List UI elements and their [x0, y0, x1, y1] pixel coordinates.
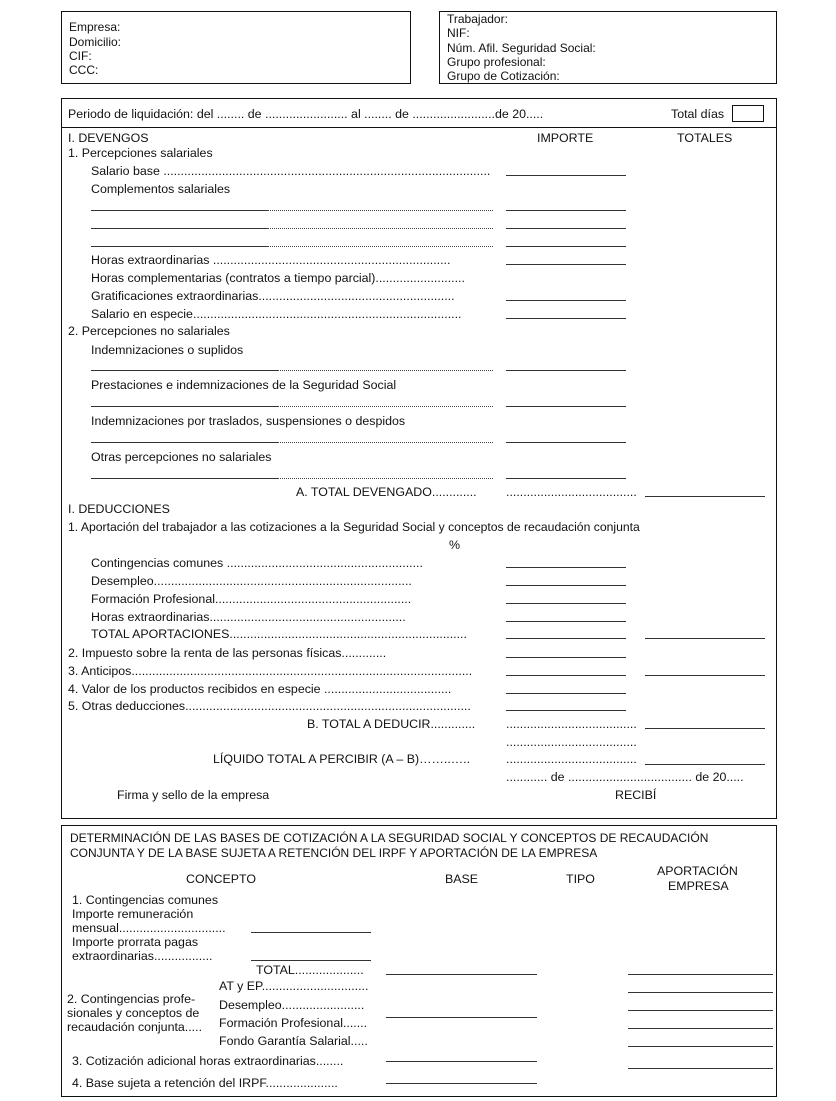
otras-dots: [278, 478, 493, 479]
tipo-header: TIPO: [566, 872, 595, 886]
percepciones-salariales: 1. Percepciones salariales: [68, 146, 213, 160]
at-ep: AT y EP...............................: [219, 979, 369, 993]
salario-especie: Salario en especie..............................................................................: [91, 307, 462, 321]
irpf-line[interactable]: [506, 657, 626, 658]
indemnizaciones-line[interactable]: [91, 370, 278, 371]
otras-importe[interactable]: [506, 478, 626, 479]
formacion-aport-line[interactable]: [628, 1028, 773, 1029]
complemento-1-dots: [267, 210, 493, 211]
ccc-label: CCC:: [69, 63, 99, 77]
productos-especie: 4. Valor de los productos recibidos en especie .....................................: [68, 682, 452, 696]
total-dias-input[interactable]: [732, 105, 764, 122]
total-deducir-dots: ......................................: [506, 717, 637, 731]
importe-prorrata-line[interactable]: [251, 960, 371, 961]
empresa-label: Empresa:: [69, 20, 121, 34]
salario-base: Salario base ...............................................................................................: [91, 164, 491, 178]
percepciones-no-salariales: 2. Percepciones no salariales: [68, 324, 230, 338]
gratificaciones: Gratificaciones extraordinarias.........................................................: [91, 289, 455, 303]
horas-extraordinarias-line[interactable]: [506, 264, 626, 265]
complemento-1-line[interactable]: [91, 210, 267, 211]
horas-extraordinarias: Horas extraordinarias .....................................................................: [91, 253, 451, 267]
trabajador-label: Trabajador:: [447, 12, 508, 26]
grupo-cotizacion-label: Grupo de Cotización:: [447, 69, 560, 83]
cotizacion-adicional-base-line[interactable]: [386, 1061, 537, 1062]
fogasa-aport-line[interactable]: [628, 1046, 773, 1047]
contingencias-comunes: Contingencias comunes .........................................................: [91, 556, 423, 570]
fondo-garantia: Fondo Garantía Salarial.....: [219, 1034, 368, 1048]
deducciones-header: I. DEDUCCIONES: [68, 502, 170, 516]
salario-especie-line[interactable]: [506, 318, 626, 319]
recibi: RECIBÍ: [615, 788, 657, 802]
total-aportaciones: TOTAL APORTACIONES.....................................................................: [91, 627, 467, 641]
indemnizaciones-suplidos: Indemnizaciones o suplidos: [91, 343, 244, 357]
traslados-dots: [278, 442, 493, 443]
total-devengado-line[interactable]: [645, 496, 765, 497]
complemento-2-importe[interactable]: [506, 228, 626, 229]
bases-title-1: DETERMINACIÓN DE LAS BASES DE COTIZACIÓN A LA SEGURIDAD SOCIAL Y CONCEPTOS DE RECAUDACIÓN: [70, 831, 709, 845]
complemento-2-dots: [267, 228, 493, 229]
indemnizaciones-importe[interactable]: [506, 370, 626, 371]
total-devengado-dots: ......................................: [506, 485, 637, 499]
complemento-3-importe[interactable]: [506, 246, 626, 247]
bases-total-base-line[interactable]: [386, 974, 537, 975]
contingencias-profesionales-3: recaudación conjunta.....: [67, 1020, 203, 1034]
desempleo-aport-line[interactable]: [628, 1010, 773, 1011]
fecha-line[interactable]: ............ de .................................... de 20.....: [506, 770, 744, 784]
formacion-profesional: Formación Profesional.........................................................: [91, 592, 412, 606]
complemento-1-importe[interactable]: [506, 210, 626, 211]
liquido-line[interactable]: [645, 764, 765, 765]
devengos-header: I. DEVENGOS: [68, 131, 149, 145]
anticipos: 3. Anticipos...................................................................................................: [68, 664, 473, 678]
irpf: 2. Impuesto sobre la renta de las personas físicas.............: [68, 646, 387, 660]
prestaciones-ss: Prestaciones e indemnizaciones de la Seguridad Social: [91, 378, 397, 392]
desempleo-line[interactable]: [506, 585, 626, 586]
importe-remuneracion: Importe remuneración: [72, 907, 194, 921]
horas-complementarias: Horas complementarias (contratos a tiempo parcial)..........................: [91, 271, 465, 285]
period-text: Periodo de liquidación: del ........ de ........................ al ........ de ........................de 20.....: [68, 107, 544, 121]
bases-total-aport-line[interactable]: [628, 974, 773, 975]
otras-deducciones-line[interactable]: [506, 710, 626, 711]
anticipos-line[interactable]: [506, 675, 626, 676]
indemnizaciones-dots: [278, 370, 493, 371]
firma-sello: Firma y sello de la empresa: [117, 788, 270, 802]
anticipos-total[interactable]: [645, 675, 765, 676]
horas-ded-line[interactable]: [506, 621, 626, 622]
liquido-total: LÍQUIDO TOTAL A PERCIBIR (A – B)……..…..: [213, 752, 471, 766]
period-divider: [62, 127, 776, 128]
extra-dots: ......................................: [506, 735, 637, 749]
importe-prorrata: Importe prorrata pagas: [72, 935, 199, 949]
bases-total: TOTAL....................: [256, 963, 364, 977]
aportacion-trabajador: 1. Aportación del trabajador a las cotizaciones a la Seguridad Social y conceptos de recaudación conjunta: [68, 520, 640, 534]
contingencias-comunes-line[interactable]: [506, 567, 626, 568]
horas-extraordinarias-ded: Horas extraordinarias.........................................................: [91, 610, 406, 624]
indemnizaciones-traslados: Indemnizaciones por traslados, suspensiones o despidos: [91, 414, 406, 428]
at-ep-aport-line[interactable]: [628, 992, 773, 993]
traslados-importe[interactable]: [506, 442, 626, 443]
importe-header: IMPORTE: [537, 131, 594, 145]
bases-contingencias-comunes: 1. Contingencias comunes: [72, 893, 219, 907]
empresa-header: EMPRESA: [668, 879, 729, 893]
prestaciones-line[interactable]: [91, 406, 278, 407]
num-afil-label: Núm. Afil. Seguridad Social:: [447, 41, 596, 55]
domicilio-label: Domicilio:: [69, 35, 122, 49]
contingencias-profesionales-1: 2. Contingencias profe-: [67, 992, 196, 1006]
complemento-3-line[interactable]: [91, 246, 267, 247]
cotizacion-adicional: 3. Cotización adicional horas extraordinarias........: [72, 1054, 344, 1068]
importe-prorrata-extra: extraordinarias.................: [72, 949, 213, 963]
nif-label: NIF:: [447, 26, 470, 40]
otras-percepciones: Otras percepciones no salariales: [91, 450, 272, 464]
prestaciones-dots: [278, 406, 493, 407]
total-deducir: B. TOTAL A DEDUCIR.............: [307, 717, 476, 731]
complemento-3-dots: [267, 246, 493, 247]
importe-remuneracion-line[interactable]: [251, 932, 371, 933]
base-header: BASE: [445, 872, 479, 886]
otras-deducciones: 5. Otras deducciones...................................................................................: [68, 699, 471, 713]
total-aportaciones-total[interactable]: [645, 638, 765, 639]
bases-formacion: Formación Profesional.......: [219, 1016, 368, 1030]
complementos-salariales: Complementos salariales: [91, 182, 231, 196]
otras-line[interactable]: [91, 478, 278, 479]
formacion-line[interactable]: [506, 603, 626, 604]
concepto-header: CONCEPTO: [186, 872, 256, 886]
cif-label: CIF:: [69, 49, 92, 63]
contingencias-prof-base-line[interactable]: [386, 1017, 537, 1018]
bases-desempleo: Desempleo........................: [219, 998, 365, 1012]
total-deducir-line[interactable]: [645, 728, 765, 729]
liquido-dots: ......................................: [506, 752, 637, 766]
productos-especie-line[interactable]: [506, 693, 626, 694]
salario-base-line[interactable]: [506, 175, 626, 176]
importe-remuneracion-mensual: mensual...............................: [72, 921, 226, 935]
prestaciones-importe[interactable]: [506, 406, 626, 407]
complemento-2-line[interactable]: [91, 228, 267, 229]
total-aportaciones-line[interactable]: [506, 638, 626, 639]
total-dias-label: Total días: [671, 107, 725, 121]
grupo-profesional-label: Grupo profesional:: [447, 55, 546, 69]
total-devengado: A. TOTAL DEVENGADO.............: [296, 485, 477, 499]
gratificaciones-line[interactable]: [506, 300, 626, 301]
cotizacion-adicional-aport-line[interactable]: [628, 1068, 773, 1069]
aportacion-header: APORTACIÓN: [657, 864, 738, 878]
desempleo: Desempleo...........................................................................: [91, 574, 412, 588]
totales-header: TOTALES: [677, 131, 733, 145]
bases-title-2: CONJUNTA Y DE LA BASE SUJETA A RETENCIÓN DEL IRPF Y APORTACIÓN DE LA EMPRESA: [70, 846, 598, 860]
contingencias-profesionales-2: sionales y conceptos de: [67, 1006, 200, 1020]
base-irpf: 4. Base sujeta a retención del IRPF.....................: [72, 1076, 338, 1090]
percent-header: %: [449, 538, 461, 552]
traslados-line[interactable]: [91, 442, 278, 443]
base-irpf-line[interactable]: [386, 1083, 537, 1084]
